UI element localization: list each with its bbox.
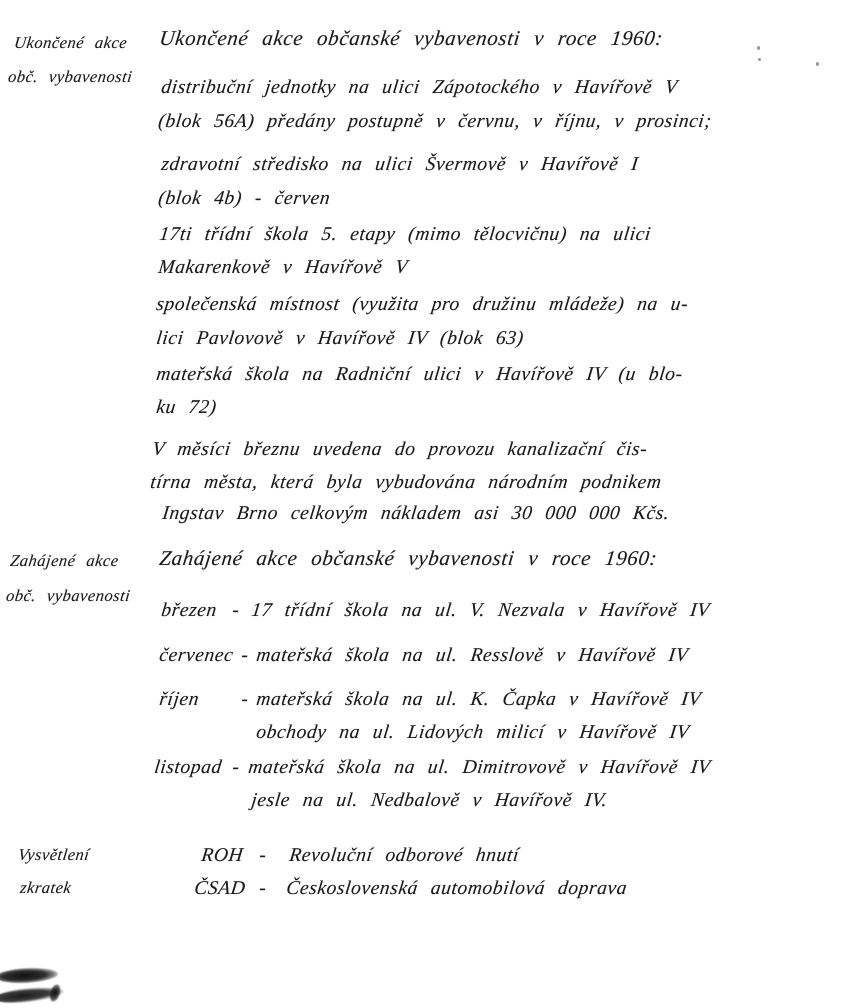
timeline-month: březen <box>160 600 219 621</box>
paragraph-line: ku 72) <box>155 397 218 418</box>
paragraph-line: Makarenkově v Havířově V <box>157 257 410 278</box>
timeline-month: červenec <box>158 645 235 666</box>
timeline-dash: - <box>231 757 241 778</box>
ink-smudge-artifact <box>0 962 174 1008</box>
timeline-item-line: 17 třídní škola na ul. V. Nezvala v Havířově IV <box>250 600 712 621</box>
abbreviation-dash: - <box>258 878 268 899</box>
timeline-item-line: mateřská škola na ul. Dimitrovově v Havířově IV <box>247 757 712 778</box>
section-heading-completed: Ukončené akce občanské vybavenosti v roce 1960: <box>158 26 665 50</box>
abbreviation-dash: - <box>258 845 268 866</box>
timeline-dash: - <box>231 600 241 621</box>
margin-note-started-line2: obč. vybavenosti <box>5 586 132 605</box>
timeline-item-line: jesle na ul. Nedbalově v Havířově IV. <box>250 790 609 811</box>
abbreviation-term: ROH <box>200 845 245 866</box>
paragraph-line: distribuční jednotky na ulici Zápotockého v Havířově V <box>160 77 679 98</box>
paragraph-line: mateřská škola na Radniční ulici v Havířově IV (u blo- <box>155 364 684 385</box>
paragraph-line: (blok 4b) - červen <box>157 188 332 209</box>
scan-speck <box>816 62 819 66</box>
scan-speck <box>757 46 760 50</box>
paragraph-line: (blok 56A) předány postupně v červnu, v říjnu, v prosinci; <box>157 111 713 132</box>
paragraph-line: V měsíci březnu uvedena do provozu kanalizační čis- <box>151 439 649 460</box>
margin-note-abbreviations-line2: zkratek <box>19 878 73 897</box>
paragraph-line: lici Pavlovově v Havířově IV (blok 63) <box>155 328 526 349</box>
section-heading-started: Zahájené akce občanské vybavenosti v roce 1960: <box>158 546 659 570</box>
timeline-item-line: mateřská škola na ul. Resslově v Havířově IV <box>255 645 690 666</box>
margin-note-completed-line2: obč. vybavenosti <box>7 67 134 86</box>
paragraph-line: společenská místnost (využita pro družinu mládeže) na u- <box>155 294 690 315</box>
abbreviation-meaning: Československá automobilová doprava <box>285 878 629 899</box>
margin-note-abbreviations-line1: Vysvětlení <box>17 845 91 864</box>
timeline-month: listopad <box>153 757 224 778</box>
timeline-month: říjen <box>158 689 201 710</box>
paragraph-line: zdravotní středisko na ulici Švermově v Havířově I <box>160 154 640 175</box>
paragraph-line: 17ti třídní škola 5. etapy (mimo tělocvičnu) na ulici <box>158 224 653 245</box>
abbreviation-term: ČSAD <box>193 878 247 899</box>
margin-note-started-line1: Zahájené akce <box>9 551 120 570</box>
ink-smudge-stroke <box>0 966 58 984</box>
timeline-item-line: mateřská škola na ul. K. Čapka v Havířově IV <box>255 689 703 710</box>
abbreviation-meaning: Revoluční odborové hnutí <box>288 845 521 866</box>
paragraph-line: Ingstav Brno celkovým nákladem asi 30 000 000 Kčs. <box>161 503 671 524</box>
paragraph-line: tírna města, která byla vybudována národním podnikem <box>149 472 663 493</box>
scan-speck <box>758 58 761 61</box>
timeline-dash: - <box>240 689 250 710</box>
timeline-dash: - <box>240 645 250 666</box>
margin-note-completed-line1: Ukončené akce <box>13 33 129 52</box>
timeline-item-line: obchody na ul. Lidových milicí v Havířově IV <box>255 722 691 743</box>
